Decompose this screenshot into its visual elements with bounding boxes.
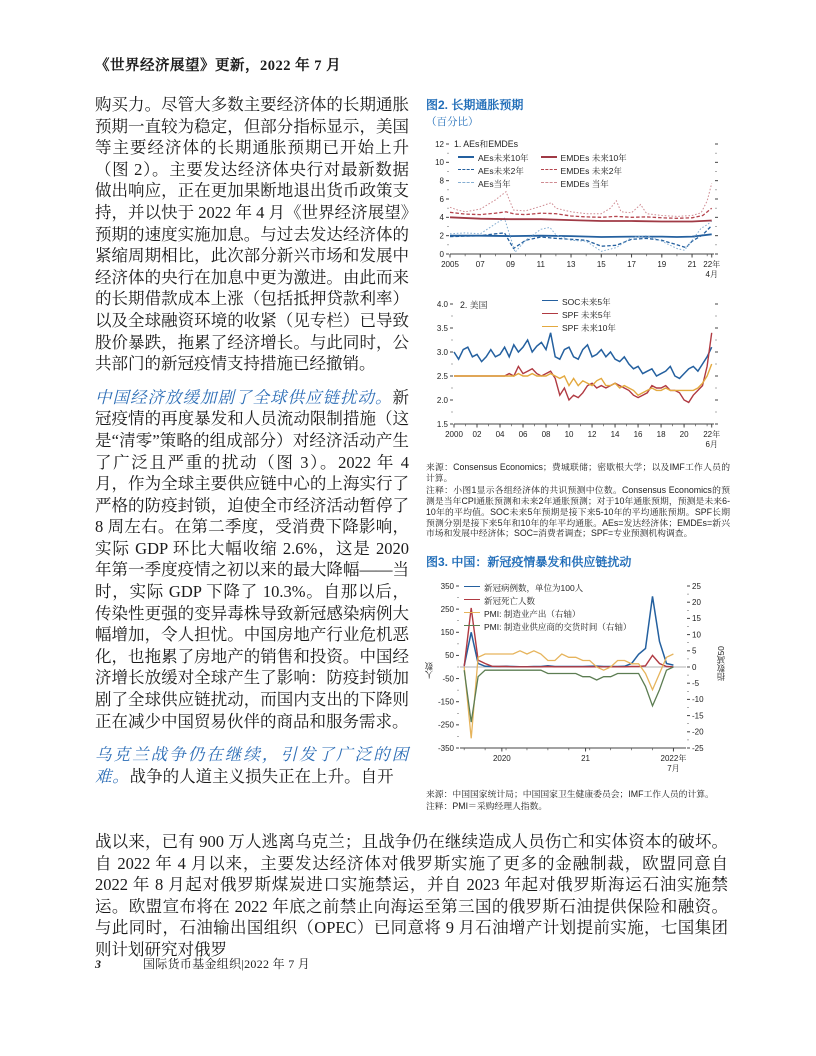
svg-text:3.0: 3.0 <box>436 347 448 357</box>
paragraph-3 <box>95 744 409 787</box>
svg-text:21: 21 <box>581 754 591 764</box>
svg-text:12: 12 <box>587 430 597 439</box>
legend-item <box>542 322 616 334</box>
svg-text:4: 4 <box>439 213 444 223</box>
figure2-panel2-legend <box>542 296 616 334</box>
svg-text:5: 5 <box>692 646 697 656</box>
paragraph-2 <box>95 387 409 733</box>
svg-text:-5: -5 <box>692 679 700 689</box>
svg-text:10: 10 <box>692 630 701 640</box>
legend-swatch <box>541 182 557 183</box>
svg-text:350: 350 <box>440 582 454 592</box>
legend-label: 新冠病例数，单位为100人 <box>484 583 584 594</box>
legend-label: EMDEs 未来2年 <box>560 166 622 176</box>
series-line <box>464 667 673 722</box>
svg-text:6: 6 <box>439 194 444 204</box>
legend-label: SPF 未来5年 <box>562 310 612 320</box>
figure2-title: 图2. 长期通胀预期 <box>426 98 524 112</box>
legend-label: AEs未来2年 <box>478 166 524 176</box>
svg-text:-25: -25 <box>692 744 704 754</box>
legend-item <box>458 152 529 164</box>
svg-text:14: 14 <box>610 430 620 439</box>
svg-text:10: 10 <box>564 430 574 439</box>
page-number: 3 <box>95 957 101 971</box>
svg-text:250: 250 <box>440 605 454 615</box>
svg-text:0: 0 <box>439 249 444 259</box>
figure2-source: 来源：Consensus Economics；费城联储；密歇根大学；以及IMF工作人员的计算。 <box>426 462 730 483</box>
svg-text:22年: 22年 <box>703 260 721 269</box>
figures-column <box>424 96 730 812</box>
svg-text:3.5: 3.5 <box>436 323 448 333</box>
svg-text:06: 06 <box>518 430 528 439</box>
paragraph-1: 购买力。尽管大多数主要经济体的长期通胀预期一直较为稳定，但部分指标显示，美国等主要经济体的长期通胀预期已开始上升（图 2）。主要发达经济体央行对最新数据做出响应，正在更加果断地退出货币政策支持，并以快于 2022 年 4 月《世界经济展望》预期的速度实施加息。与过去发达经济体的紧缩周期相比，此次部分新兴市场和发展中经济体的央行在加息中更为激进。由此而来的长期借款成本上涨（包括抵押贷款利率）以及全球融资环境的收紧（见专栏）已导致股价暴跌，拖累了经济增长。与此同时，公共部门的新冠疫情支持措施已经撤销。 <box>95 95 409 374</box>
svg-text:07: 07 <box>475 260 485 269</box>
legend-swatch <box>541 156 557 158</box>
footer-text: 国际货币基金组织|2022 年 7 月 <box>143 957 311 971</box>
svg-text:02: 02 <box>472 430 482 439</box>
figure2-panel1-chart <box>424 136 730 288</box>
legend-label: AEs当年 <box>478 179 511 189</box>
figure-2 <box>424 96 730 539</box>
legend-swatch <box>542 326 558 327</box>
svg-text:20: 20 <box>679 430 689 439</box>
svg-text:4月: 4月 <box>705 270 718 279</box>
legend-swatch <box>542 300 558 301</box>
paragraph-3-lead: 乌克兰战争仍在继续，引发了广泛的困难。 <box>95 745 409 786</box>
page-footer <box>95 955 310 972</box>
legend-swatch <box>541 169 557 170</box>
legend-item <box>541 178 627 190</box>
svg-text:2000: 2000 <box>445 430 463 439</box>
svg-text:2022年: 2022年 <box>660 754 687 764</box>
legend-item <box>464 582 649 594</box>
left-text-column <box>95 94 409 799</box>
series-line <box>454 333 712 379</box>
legend-label: EMDEs 当年 <box>560 179 609 189</box>
svg-text:8: 8 <box>439 176 444 186</box>
figure2-panel1-legend <box>458 152 627 190</box>
svg-text:04: 04 <box>495 430 505 439</box>
legend-label: EMDEs 未来10年 <box>560 153 627 163</box>
svg-text:2.0: 2.0 <box>436 395 448 405</box>
legend-swatch <box>464 586 480 587</box>
figure3-title: 图3. 中国：新冠疫情暴发和供应链扰动 <box>426 555 632 570</box>
legend-label: AEs未来10年 <box>478 153 529 163</box>
paragraph-3-text: 战争的人道主义损失正在上升。自开 <box>129 766 394 786</box>
legend-label: PMI: 制造业产出（右轴） <box>484 609 581 620</box>
legend-label: SOC未来5年 <box>562 297 611 307</box>
paragraph-2-text: 新冠疫情的再度暴发和人员流动限制措施（这是“清零”策略的组成部分）对经济活动产生了广泛且严重的扰动（图 3）。2022 年 4 月，作为全球主要供应链中心的上海实行了严格的防疫封锁，迫使全市经济活动暂停了 8 周左右。在第二季度，受消费下降影响，实际 GDP 环比大幅收缩 2.6%，这是 2020 年第一季度疫情之初以来的最大降幅——当时，实际 GDP 下降了 10.3%。自那以后，传染性更强的变异毒株导致新冠感染病例大幅增加，令人担忧。中国房地产行业危机恶化，也拖累了房地产的销售和投资。中国经济增长放缓对全球产生了影响：防疫封锁加剧了全球供应链扰动，而国内支出的下降则正在减少中国贸易伙伴的商品和服务需求。 <box>95 387 409 731</box>
svg-text:-15: -15 <box>692 711 704 721</box>
figure3-chart <box>424 576 730 788</box>
svg-text:21: 21 <box>687 260 697 269</box>
legend-item <box>542 296 616 308</box>
svg-text:13: 13 <box>566 260 576 269</box>
svg-text:2020: 2020 <box>492 754 511 764</box>
figure2-panel2-chart <box>424 292 730 460</box>
svg-text:-20: -20 <box>692 727 704 737</box>
figure3-right-axis-label: 指数减50 <box>716 646 726 682</box>
legend-swatch <box>458 156 474 158</box>
legend-item <box>458 165 529 177</box>
series-line <box>454 364 712 395</box>
svg-text:15: 15 <box>692 614 701 624</box>
legend-item <box>542 309 616 321</box>
svg-text:12: 12 <box>435 139 444 149</box>
svg-text:50: 50 <box>445 651 454 661</box>
svg-text:25: 25 <box>692 582 701 592</box>
legend-swatch <box>464 599 480 600</box>
svg-text:-10: -10 <box>692 695 704 705</box>
figure3-source: 来源：中国国家统计局；中国国家卫生健康委员会；IMF工作人员的计算。 <box>426 789 714 800</box>
series-line <box>464 651 673 739</box>
figure3-left-axis-label: 人数 <box>424 662 434 680</box>
svg-text:2005: 2005 <box>441 260 459 269</box>
legend-label: SPF 未来10年 <box>562 323 616 333</box>
legend-swatch <box>458 169 474 170</box>
figure2-panel1-label: 1. AEs和EMDEs <box>454 139 519 149</box>
svg-text:17: 17 <box>627 260 637 269</box>
svg-text:7月: 7月 <box>667 764 680 774</box>
svg-text:16: 16 <box>633 430 643 439</box>
figure3-legend <box>464 582 649 633</box>
svg-text:18: 18 <box>656 430 666 439</box>
svg-text:150: 150 <box>440 628 454 638</box>
figure2-note: 注释：小图1显示各组经济体的共识预测中位数。Consensus Economics的预测是当年CPI通胀预测和未来2年通胀预测；对于10年通胀预期，预测是未来6-10年的平均值。SOC未来5年预期是接下来5-10年的平均通胀预期。SPF长期预测分别是接下来5年和10年的年平均通胀。AEs=发达经济体；EMDEs=新兴市场和发展中经济体；SOC=消费者调查；SPF=专业预测机构调查。 <box>426 484 730 539</box>
legend-item <box>541 165 627 177</box>
svg-text:-250: -250 <box>437 721 454 731</box>
svg-text:10: 10 <box>435 158 444 168</box>
figure2-subtitle: （百分比） <box>426 116 479 128</box>
svg-text:15: 15 <box>596 260 606 269</box>
svg-text:-150: -150 <box>437 697 454 707</box>
legend-item <box>464 621 649 633</box>
paragraph-3-continued: 战以来，已有 900 万人逃离乌克兰；且战争仍在继续造成人员伤亡和实体资本的破坏。自 2022 年 4 月以来，主要发达经济体对俄罗斯实施了更多的金融制裁，欧盟同意自 2022 年 8 月起对俄罗斯煤炭进口实施禁运，并自 2023 年起对俄罗斯海运石油实施禁运。欧盟宣布将在 2022 年底之前禁止向海运至第三国的俄罗斯石油提供保险和融资。与此同时，石油输出国组织（OPEC）已同意将 9 月石油增产计划提前实施，七国集团则计划研究对俄罗 <box>95 832 728 959</box>
legend-label: 新冠死亡人数 <box>484 596 536 607</box>
svg-text:-50: -50 <box>442 674 454 684</box>
series-line <box>454 333 712 403</box>
legend-item <box>464 595 649 607</box>
legend-item <box>541 152 627 164</box>
legend-swatch <box>458 182 474 183</box>
svg-text:1.5: 1.5 <box>436 419 448 429</box>
doc-header-title: 《世界经济展望》更新，2022 年 7 月 <box>95 58 342 74</box>
legend-swatch <box>542 313 558 314</box>
svg-text:11: 11 <box>536 260 545 269</box>
legend-swatch <box>464 612 480 613</box>
svg-text:2: 2 <box>439 231 444 241</box>
svg-text:19: 19 <box>657 260 667 269</box>
svg-text:4.0: 4.0 <box>436 299 448 309</box>
svg-text:-350: -350 <box>437 744 454 754</box>
svg-text:2.5: 2.5 <box>436 371 448 381</box>
figure3-note: 注释：PMI＝采购经理人指数。 <box>426 801 548 812</box>
svg-text:22年: 22年 <box>703 430 721 439</box>
svg-text:0: 0 <box>692 663 697 673</box>
svg-text:6月: 6月 <box>705 440 718 449</box>
paragraph-2-lead: 中国经济放缓加剧了全球供应链扰动。 <box>95 387 393 407</box>
figure2-panel2-label: 2. 美国 <box>460 300 488 310</box>
figure-3 <box>424 553 730 812</box>
svg-text:09: 09 <box>506 260 515 269</box>
legend-item <box>464 608 649 620</box>
svg-text:20: 20 <box>692 598 701 608</box>
legend-label: PMI: 制造业供应商的交货时间（右轴） <box>484 622 632 633</box>
legend-item <box>458 178 529 190</box>
svg-text:08: 08 <box>541 430 551 439</box>
legend-swatch <box>464 625 480 626</box>
